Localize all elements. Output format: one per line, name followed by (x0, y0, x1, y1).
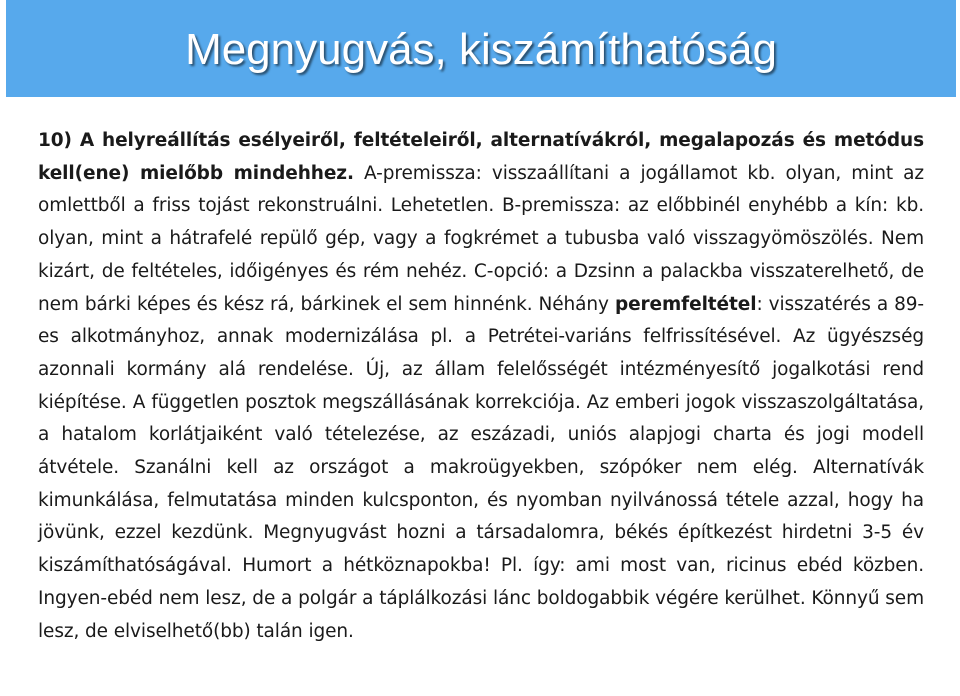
paragraph-lead-bold: 10) A helyreállítás esélyeiről, feltételeiről, alternatívákról, megalapozás és metódus kell(ene) mielőbb mindehhez. (38, 130, 924, 184)
slide-body-paragraph (38, 125, 924, 648)
slide-title-bar (6, 0, 956, 97)
paragraph-emphasis: peremfeltétel (614, 293, 757, 315)
slide-title: Megnyugvás, kiszámíthatóság (185, 24, 777, 74)
paragraph-text-after-emphasis: : visszatérés a 89-es alkotmányhoz, annak modernizálása pl. a Petrétei-variáns felfrissítésével. Az ügyészség azonnali kormány alá rendelése. Új, az állam felelősségét intézményesítő jogalkotási rend kiépítése. A független posztok megszállásának korrekciója. Az emberi jogok visszaszolgáltatása, a hatalom korlátjaiként való tételezése, az eszázadi, uniós alapjogi charta és jogi modell átvétele. Szanálni kell az országot a makroügyekben, szópóker nem elég. Alternatívák kimunkálása, felmutatása minden kulcsponton, és nyomban nyilvánossá tétele azzal, hogy ha jövünk, ezzel kezdünk. Megnyugvást hozni a társadalomra, békés építkezést hirdetni 3-5 év kiszámíthatóságával. Humort a hétköznapokba! Pl. így: ami most van, ricinus ebéd közben. Ingyen-ebéd nem lesz, de a polgár a táplálkozási lánc boldogabbik végére kerülhet. Könnyű sem lesz, de elviselhető(bb) talán igen. (38, 293, 925, 642)
paragraph-text-before-emphasis: A-premissza: visszaállítani a jogállamot kb. olyan, mint az omlettből a friss tojást rekonstruálni. Lehetetlen. B-premissza: az előbbinél enyhébb a kín: kb. olyan, mint a hátrafelé repülő gép, vagy a fogkrémet a tubusba való visszagyömöszölés. Nem kizárt, de feltételes, időigényes és rém nehéz. C-opció: a Dzsinn a palackba visszaterelhető, de nem bárki képes és kész rá, bárkinek el sem hinnénk. Néhány (38, 162, 924, 315)
